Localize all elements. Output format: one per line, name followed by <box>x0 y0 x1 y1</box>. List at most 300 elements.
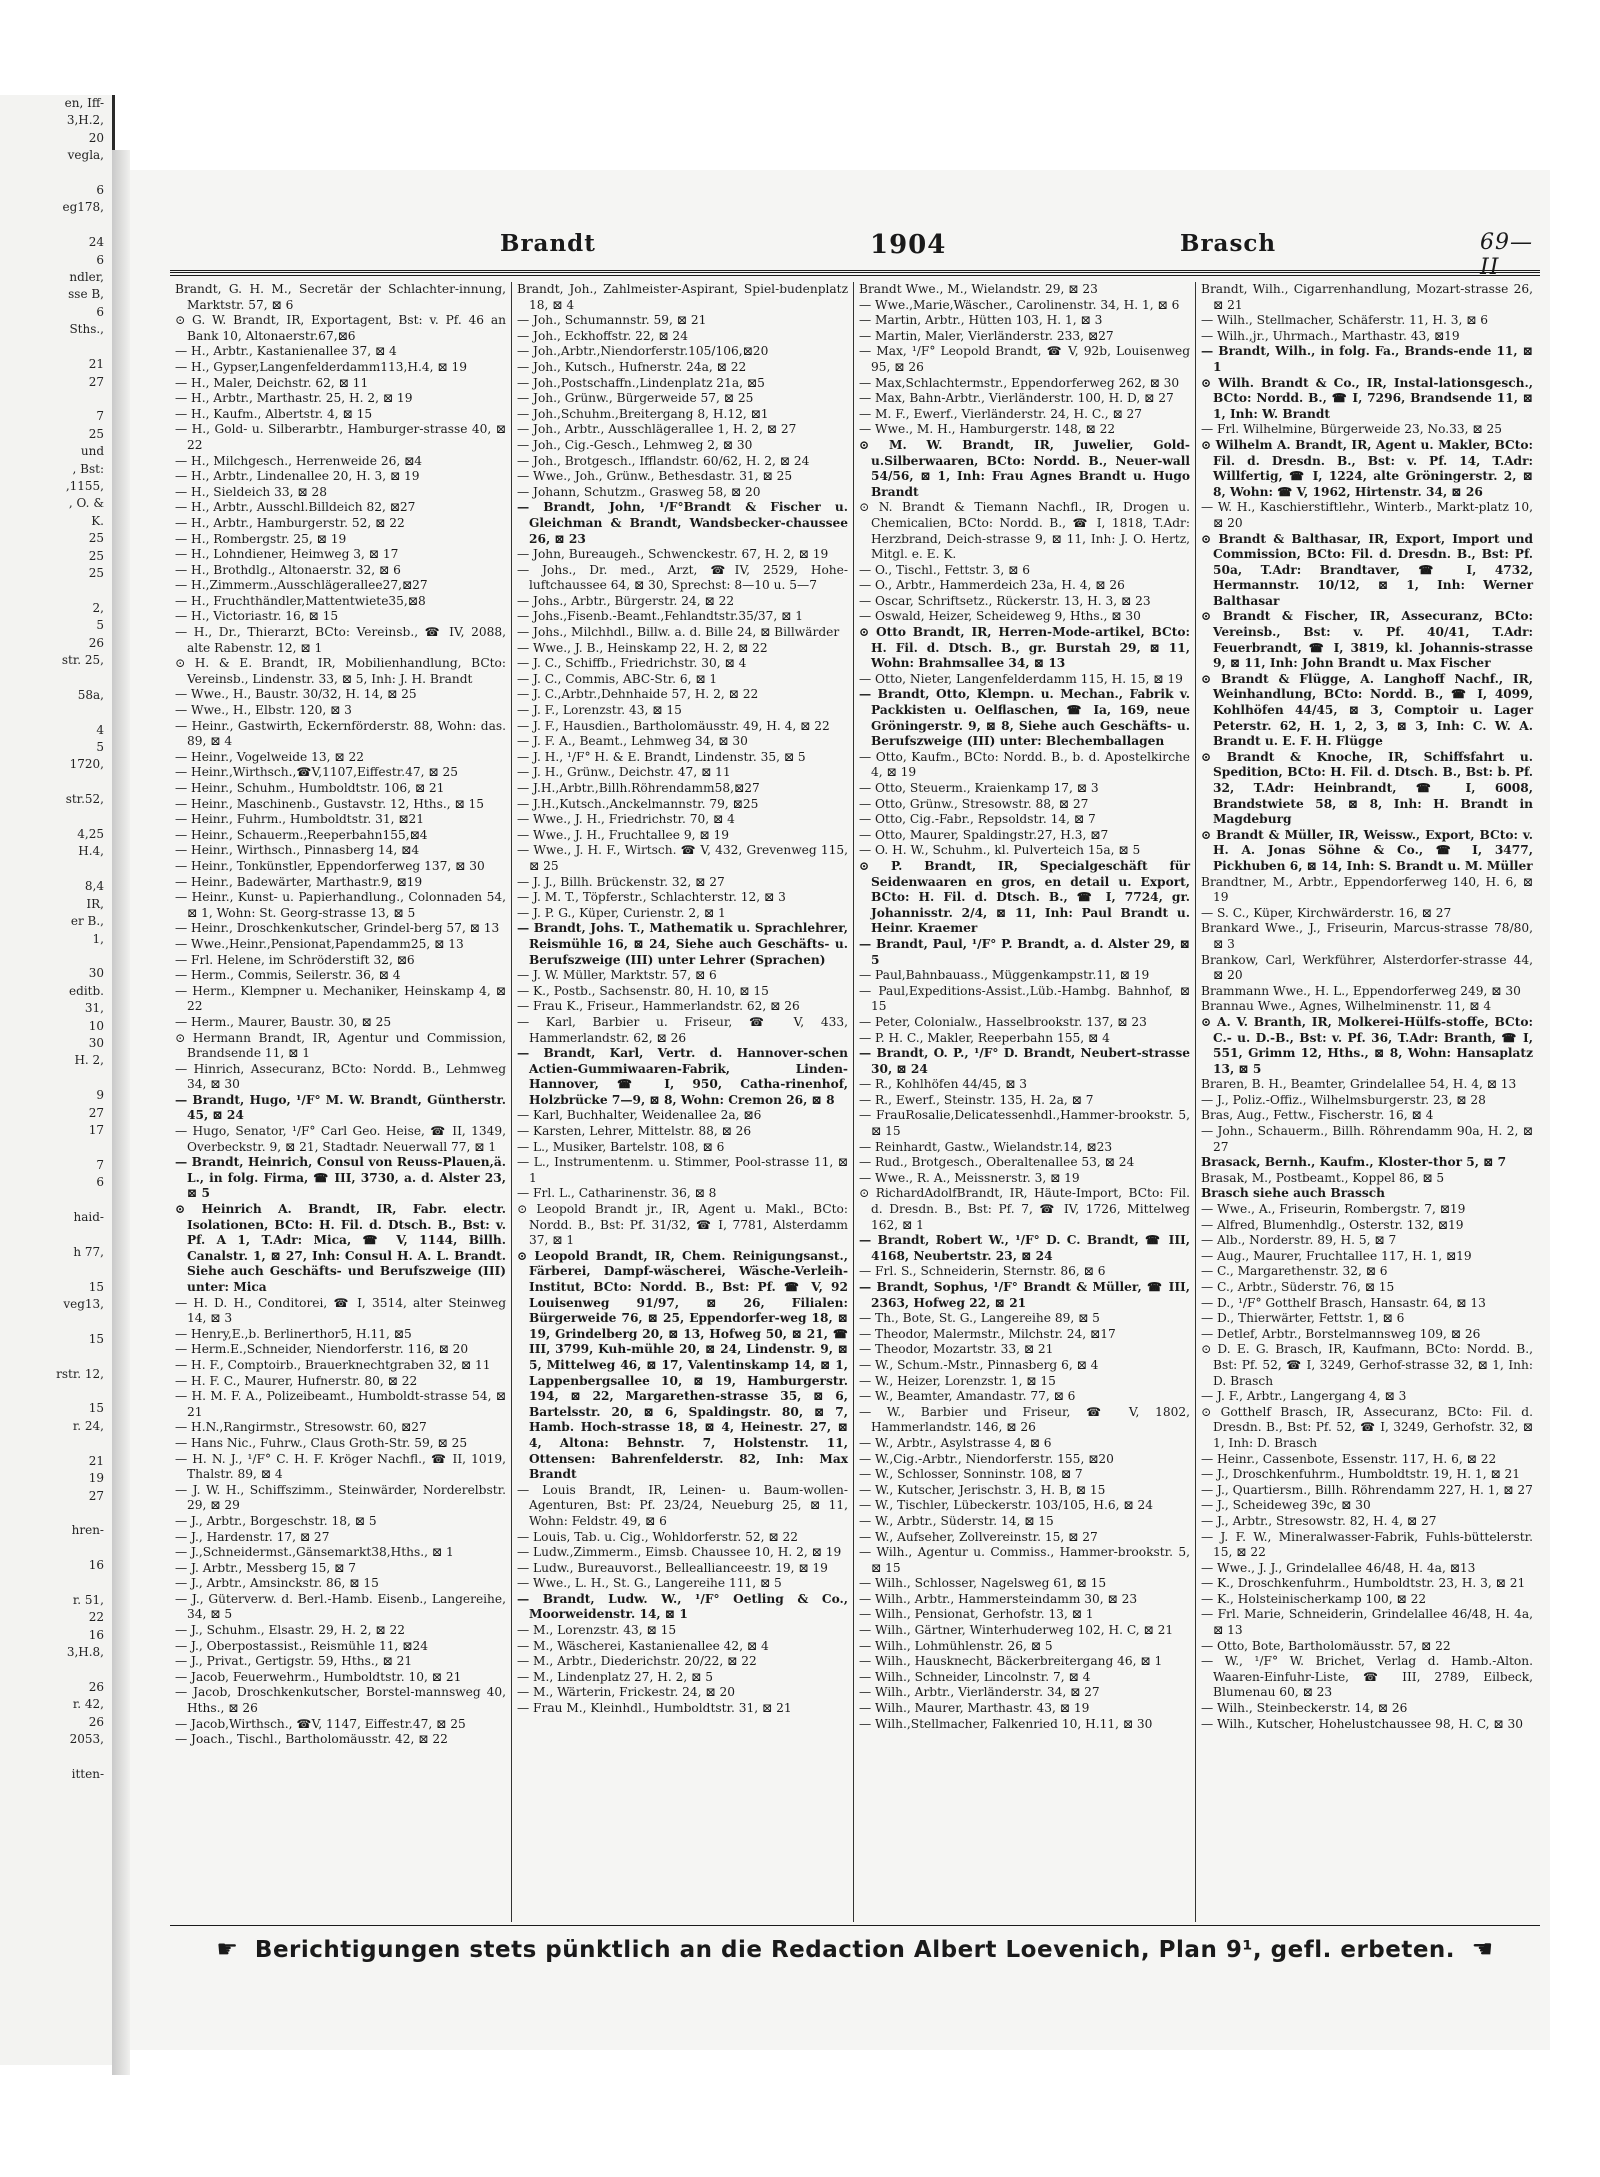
directory-entry: — Wwe., J. H., Friedrichstr. 70, ⊠ 4 <box>517 812 735 827</box>
page-number: 69—II <box>1480 230 1533 280</box>
previous-page-fragment: r. 51, <box>72 1592 104 1607</box>
directory-entry: — Johs., Milchhdl., Billw. a. d. Bille 24, ⊠ Billwärder <box>517 625 840 640</box>
directory-entry: ⊙ Brandt & Flügge, A. Langhoff Nachf., IR, Weinhandlung, BCto: Nordd. B., ☎ I, 4099, Kohlhöfen 44/45, ⊠ 3, Comptoir u. Lager Peterstr. 62, H. 1, 2, 3, ⊠ 3, Inh: C. W. A. Brandt u. E. F. H. Flügge <box>1201 671 1533 749</box>
previous-page-fragment <box>0 1192 112 1209</box>
directory-entry: — Wwe., Joh., Grünw., Bethesdastr. 31, ⊠ 25 <box>517 469 793 484</box>
directory-entry: — Herm., Klempner u. Mechaniker, Heinskamp 4, ⊠ 22 <box>175 983 506 1014</box>
previous-page-fragment: Sths., <box>69 322 104 337</box>
directory-entry: — Frl. Wilhelmine, Bürgerweide 23, No.33, ⊠ 25 <box>1201 422 1502 437</box>
directory-entry: — Frl. S., Schneiderin, Sternstr. 86, ⊠ 6 <box>859 1264 1106 1279</box>
previous-page-fragment: str.52, <box>65 792 104 807</box>
directory-entry: Brankard Wwe., J., Friseurin, Marcus-strasse 78/80, ⊠ 3 <box>1201 921 1533 951</box>
previous-page-fragment <box>0 774 112 791</box>
directory-entry: — Louis, Tab. u. Cig., Wohldorferstr. 52, ⊠ 22 <box>517 1529 799 1544</box>
previous-page-fragment <box>0 165 112 182</box>
previous-page-fragment: ndler, <box>69 270 104 285</box>
directory-entry: — H., Arbtr., Kastanienallee 37, ⊠ 4 <box>175 344 397 359</box>
previous-page-fragment: 17 <box>88 1122 104 1137</box>
directory-entry: — J. H., Grünw., Deichstr. 47, ⊠ 11 <box>517 765 731 780</box>
directory-entry: — O. H. W., Schuhm., kl. Pulverteich 15a, ⊠ 5 <box>859 843 1141 858</box>
directory-entry: — W.,Cig.-Arbtr., Niendorferstr. 155, ⊠20 <box>859 1451 1114 1466</box>
directory-entry: — Wilh., Arbtr., Hammersteindamm 30, ⊠ 23 <box>859 1591 1138 1606</box>
directory-entry: — Joh., Schumannstr. 59, ⊠ 21 <box>517 313 707 328</box>
column-2 <box>512 282 854 1922</box>
directory-entry: — Martin, Arbtr., Hütten 103, H. 1, ⊠ 3 <box>859 313 1103 328</box>
directory-entry: — J., Poliz.-Offiz., Wilhelmsburgerstr. 23, ⊠ 28 <box>1201 1092 1486 1107</box>
directory-entry: Brandt, Wilh., Cigarrenhandlung, Mozart-strasse 26, ⊠ 21 <box>1201 282 1533 312</box>
previous-page-fragment: str. 25, <box>61 653 104 667</box>
directory-entry: — Heinr., Vogelweide 13, ⊠ 22 <box>175 749 364 764</box>
directory-entry: Brandt, Joh., Zahlmeister-Aspirant, Spiel-budenplatz 18, ⊠ 4 <box>517 282 848 312</box>
directory-entry: — J. F. W., Mineralwasser-Fabrik, Fuhls-büttelerstr. 15, ⊠ 22 <box>1201 1529 1533 1560</box>
directory-entry: — J. H., ¹/F° H. & E. Brandt, Lindenstr. 35, ⊠ 5 <box>517 749 806 764</box>
directory-entry: — W., Beamter, Amandastr. 77, ⊠ 6 <box>859 1389 1076 1404</box>
directory-entry: Brankow, Carl, Werkführer, Alsterdorfer-strasse 44, ⊠ 20 <box>1201 952 1533 983</box>
directory-entry: — Wwe., L. H., St. G., Langereihe 111, ⊠ 5 <box>517 1576 782 1591</box>
directory-entry: — K., Postb., Sachsenstr. 80, H. 10, ⊠ 15 <box>517 983 769 998</box>
directory-entry: ⊙ A. V. Branth, IR, Molkerei-Hülfs-stoffe, BCto: C.- u. D.-B., Bst: v. Pf. 36, T.Adr: Branth, ☎ I, 551, Grimm 12, Hths., ⊠ 8, Wohn: Hansaplatz 13, ⊠ 5 <box>1201 1014 1533 1076</box>
directory-entry: — H., Victoriastr. 16, ⊠ 15 <box>175 609 339 624</box>
directory-entry: — Wilh., Hausknecht, Bäckerbreitergang 46, ⊠ 1 <box>859 1654 1163 1669</box>
directory-entry: — Heinr., Badewärter, Marthastr.9, ⊠19 <box>175 874 423 889</box>
directory-entry: — M., Arbtr., Diederichstr. 20/22, ⊠ 22 <box>517 1654 757 1669</box>
previous-page-fragment: 21 <box>88 357 104 372</box>
previous-page-fragment <box>0 1540 112 1557</box>
directory-entry: — Otto, Nieter, Langenfelderdamm 115, H. 15, ⊠ 19 <box>859 671 1183 686</box>
previous-page-fragment <box>0 1226 112 1243</box>
directory-entry: — J., Quartiersm., Billh. Röhrendamm 227, H. 1, ⊠ 27 <box>1201 1482 1533 1497</box>
previous-page-fragment: 5 <box>96 618 104 633</box>
directory-entry: ⊙ Hermann Brandt, IR, Agentur und Commission, Brandsende 11, ⊠ 1 <box>175 1030 506 1061</box>
directory-entry: — J., Scheideweg 39c, ⊠ 30 <box>1201 1498 1371 1513</box>
directory-entry: — Frl. L., Catharinenstr. 36, ⊠ 8 <box>517 1186 717 1201</box>
column-3 <box>854 282 1196 1922</box>
directory-entry: — J., Arbtr., Amsinckstr. 86, ⊠ 15 <box>175 1576 379 1591</box>
directory-entry: — Wwe., H., Baustr. 30/32, H. 14, ⊠ 25 <box>175 687 417 702</box>
directory-entry: Brasch siehe auch Brassch <box>1201 1186 1386 1201</box>
header-first-entry: Brandt <box>500 230 596 257</box>
previous-page-fragment <box>0 1139 112 1156</box>
previous-page-fragment <box>0 861 112 878</box>
previous-page-fragment <box>0 1261 112 1278</box>
previous-page-fragment: 24 <box>88 235 104 250</box>
previous-page-fragment: 25 <box>88 426 104 441</box>
directory-entry: — Frau M., Kleinhdl., Humboldtstr. 31, ⊠ 21 <box>517 1701 792 1716</box>
directory-entry: — H., Arbtr., Ausschl.Billdeich 82, ⊠27 <box>175 500 416 515</box>
directory-entry: — D., Thierwärter, Fettstr. 1, ⊠ 6 <box>1201 1311 1405 1326</box>
directory-entry: — S. C., Küper, Kirchwärderstr. 16, ⊠ 27 <box>1201 905 1452 920</box>
directory-entry: — Johs.,Fisenb.-Beamt.,Fehlandtstr.35/37, ⊠ 1 <box>517 609 804 624</box>
directory-entry: — Oscar, Schriftsetz., Rückerstr. 13, H. 3, ⊠ 23 <box>859 593 1151 608</box>
previous-page-fragment: 1720, <box>69 757 104 772</box>
directory-entry: — J., Privat., Gertigstr. 59, Hths., ⊠ 21 <box>175 1654 413 1669</box>
previous-page-fragment <box>0 391 112 408</box>
directory-entry: — Herm.E.,Schneider, Niendorferstr. 116, ⊠ 20 <box>175 1342 469 1357</box>
previous-page-fragment: 27 <box>88 374 104 389</box>
directory-entry: — Louis Brandt, IR, Leinen- u. Baum-wollen-Agenturen, Bst: Pf. 23/24, Neueburg 25, ⊠ 11, Wohn: Feldstr. 49, ⊠ 6 <box>517 1482 848 1528</box>
previous-page-fragment: 2053, <box>69 1732 104 1747</box>
directory-entry: ⊙ Otto Brandt, IR, Herren-Mode-artikel, BCto: H. Fil. d. Dtsch. B., gr. Burstah 29, ⊠ 11, Wohn: Brahmsallee 34, ⊠ 13 <box>859 625 1190 671</box>
directory-entry: — J.,Schneidermst.,Gänsemarkt38,Hths., ⊠ 1 <box>175 1545 454 1560</box>
previous-page-fragment: 10 <box>88 1018 104 1033</box>
directory-entry: — J., Arbtr., Stresowstr. 82, H. 4, ⊠ 27 <box>1201 1513 1437 1528</box>
directory-entry: — FrauRosalie,Delicatessenhdl.,Hammer-brookstr. 5, ⊠ 15 <box>859 1108 1190 1139</box>
directory-entry: — W., Aufseher, Zollvereinstr. 15, ⊠ 27 <box>859 1529 1098 1544</box>
directory-entry: — Wwe.,Heinr.,Pensionat,Papendamm25, ⊠ 13 <box>175 936 464 951</box>
directory-entry: — Joh.,Postschaffn.,Lindenplatz 21a, ⊠5 <box>517 375 765 390</box>
previous-page-fragment: H. 2, <box>74 1053 104 1068</box>
directory-entry: — Paul,Expeditions-Assist.,Lüb.-Hambg. Bahnhof, ⊠ 15 <box>859 983 1190 1014</box>
directory-entry: — Joh.,Schuhm.,Breitergang 8, H.12, ⊠1 <box>517 406 769 421</box>
directory-entry: — Brandt, O. P., ¹/F° D. Brandt, Neubert-strasse 30, ⊠ 24 <box>859 1046 1190 1076</box>
directory-entry: — Jacob, Droschkenkutscher, Borstel-mannsweg 40, Hths., ⊠ 26 <box>175 1685 506 1716</box>
previous-page-fragment <box>0 669 112 686</box>
directory-entry: — H. M. F. A., Polizeibeamt., Humboldt-strasse 54, ⊠ 21 <box>175 1389 506 1419</box>
directory-entry: — Brandt, Heinrich, Consul von Reuss-Plauen,ä. L., in folg. Firma, ☎ III, 3730, a. d. Alster 23, ⊠ 5 <box>175 1155 506 1201</box>
directory-entry: ⊙ Leopold Brandt jr., IR, Agent u. Makl., BCto: Nordd. B., Bst: Pf. 31/32, ☎ I, 7781, Alsterdamm 37, ⊠ 1 <box>517 1202 848 1248</box>
directory-entry: — Heinr., Tonkünstler, Eppendorferweg 137, ⊠ 30 <box>175 858 485 873</box>
directory-entry: — Joach., Tischl., Bartholomäusstr. 42, ⊠ 22 <box>175 1732 448 1747</box>
header-last-entry: Brasch <box>1180 230 1277 257</box>
directory-entry: — H., Kaufm., Albertstr. 4, ⊠ 15 <box>175 406 373 421</box>
previous-page-fragment: itten- <box>71 1767 104 1781</box>
directory-entry: — H., Fruchthändler,Mattentwiete35,⊠8 <box>175 593 426 608</box>
directory-entry: ⊙ D. E. G. Brasch, IR, Kaufmann, BCto: Nordd. B., Bst: Pf. 52, ☎ I, 3249, Gerhof-strasse 32, ⊠ 1, Inh: D. Brasch <box>1201 1342 1533 1388</box>
directory-entry: — Max, ¹/F° Leopold Brandt, ☎ V, 92b, Louisenweg 95, ⊠ 26 <box>859 344 1190 374</box>
directory-entry: — M., Wärterin, Frickestr. 24, ⊠ 20 <box>517 1685 735 1700</box>
directory-entry: — J., Schuhm., Elsastr. 29, H. 2, ⊠ 22 <box>175 1623 405 1638</box>
directory-entry: — Brandt, Hugo, ¹/F° M. W. Brandt, Güntherstr. 45, ⊠ 24 <box>175 1092 506 1123</box>
directory-entry: — Wilh.,jr., Uhrmach., Marthastr. 43, ⊠19 <box>1201 328 1460 343</box>
directory-entry: — J.H.,Arbtr.,Billh.Röhrendamm58,⊠27 <box>517 781 760 795</box>
directory-entry: — H., Gold- u. Silberarbtr., Hamburger-strasse 40, ⊠ 22 <box>175 422 506 452</box>
directory-entry: — Frau K., Friseur., Hammerlandstr. 62, ⊠ 26 <box>517 999 800 1014</box>
directory-entry: — H., Maler, Deichstr. 62, ⊠ 11 <box>175 375 369 390</box>
directory-entry: — Brandt, John, ¹/F°Brandt & Fischer u. Gleichman & Brandt, Wandsbecker-chaussee 26, ⊠ 23 <box>517 500 848 546</box>
previous-page-fragment: 27 <box>88 1105 104 1120</box>
directory-entry: — Otto, Steuerm., Kraienkamp 17, ⊠ 3 <box>859 781 1099 795</box>
directory-entry: — H., Sieldeich 33, ⊠ 28 <box>175 484 327 499</box>
directory-entry: — Joh., Arbtr., Ausschlägerallee 1, H. 2, ⊠ 27 <box>517 422 797 437</box>
previous-page-fragment: , Bst: <box>72 461 104 476</box>
directory-entry: — Brandt, Ludw. W., ¹/F° Oetling & Co., Moorweidenstr. 14, ⊠ 1 <box>517 1591 848 1622</box>
directory-entry: — Alb., Norderstr. 89, H. 5, ⊠ 7 <box>1201 1233 1397 1248</box>
book-gutter <box>112 150 130 2075</box>
directory-entry: — Brandt, Otto, Klempn. u. Mechan., Fabrik v. Packkisten u. Oelflaschen, ☎ Ia, 169, neue Gröningerstr. 9, ⊠ 8, Siehe auch Geschäfts- u. Berufszweige (III) unter: Blechemballagen <box>859 687 1190 749</box>
directory-entry: — Karsten, Lehrer, Mittelstr. 88, ⊠ 26 <box>517 1124 752 1139</box>
directory-entry: — Wilh., Schneider, Lincolnstr. 7, ⊠ 4 <box>859 1669 1091 1684</box>
directory-entry: — H., Gypser,Langenfelderdamm113,H.4, ⊠ 19 <box>175 359 468 374</box>
directory-entry: — John., Schauerm., Billh. Röhrendamm 90a, H. 2, ⊠ 27 <box>1201 1124 1533 1154</box>
directory-entry: — J. M. T., Töpferstr., Schlachterstr. 12, ⊠ 3 <box>517 890 786 905</box>
previous-page-fragment: 7 <box>96 1157 104 1172</box>
previous-page-fragment: 31, <box>84 1001 104 1016</box>
directory-entry: — Otto, Bote, Bartholomäusstr. 57, ⊠ 22 <box>1201 1638 1451 1653</box>
directory-entry: — J., Güterverw. d. Berl.-Hamb. Eisenb., Langereihe, 34, ⊠ 5 <box>175 1591 506 1622</box>
directory-entry: — Theodor, Malermstr., Milchstr. 24, ⊠17 <box>859 1326 1116 1341</box>
directory-entry: — H., Arbtr., Marthastr. 25, H. 2, ⊠ 19 <box>175 391 413 406</box>
directory-entry: — Joh., Eckhoffstr. 22, ⊠ 24 <box>517 328 688 343</box>
directory-entry: — Wwe., A., Friseurin, Rombergstr. 7, ⊠19 <box>1201 1202 1466 1217</box>
previous-page-fragment <box>0 1313 112 1330</box>
directory-entry: — Ludw., Bureauvorst., Belleallianceestr. 19, ⊠ 19 <box>517 1560 828 1575</box>
previous-page-fragment: 25 <box>88 565 104 580</box>
previous-page-fragment <box>0 339 112 356</box>
directory-entry: — Wwe., J. J., Grindelallee 46/48, H. 4a, ⊠13 <box>1201 1560 1476 1575</box>
directory-entry: — H., Dr., Thierarzt, BCto: Vereinsb., ☎ IV, 2088, alte Rabenstr. 12, ⊠ 1 <box>175 625 506 655</box>
directory-entry: Brasak, M., Postbeamt., Koppel 86, ⊠ 5 <box>1201 1170 1445 1185</box>
directory-entry: — Brandt, Sophus, ¹/F° Brandt & Müller, ☎ III, 2363, Hofweg 22, ⊠ 21 <box>859 1280 1190 1310</box>
directory-entry: ⊙ Wilhelm A. Brandt, IR, Agent u. Makler, BCto: Fil. d. Dresdn. B., Bst: v. Pf. 14, T.Adr: Willfertig, ☎ I, 1224, alte Gröningerstr. 2, ⊠ 8, Wohn: ☎ V, 1962, Hirtenstr. 34, ⊠ 26 <box>1201 437 1533 499</box>
footer-notice <box>170 1935 1540 1975</box>
directory-entry: — Otto, Kaufm., BCto: Nordd. B., b. d. Apostelkirche 4, ⊠ 19 <box>859 749 1190 780</box>
directory-entry: — Hinrich, Assecuranz, BCto: Nordd. B., Lehmweg 34, ⊠ 30 <box>175 1061 506 1092</box>
previous-page-fragment: 25 <box>88 548 104 563</box>
directory-entry: — D., ¹/F° Gotthelf Brasch, Hansastr. 64, ⊠ 13 <box>1201 1295 1486 1310</box>
directory-entry: Braren, B. H., Beamter, Grindelallee 54, H. 4, ⊠ 13 <box>1201 1077 1517 1092</box>
directory-entry: ⊙ G. W. Brandt, IR, Exportagent, Bst: v. Pf. 46 an Bank 10, Altonaerstr.67,⊠6 <box>175 313 506 343</box>
directory-entry: — Brandt, Paul, ¹/F° P. Brandt, a. d. Alster 29, ⊠ 5 <box>859 936 1190 967</box>
directory-entry: — J. F., Arbtr., Langergang 4, ⊠ 3 <box>1201 1389 1407 1404</box>
previous-page-fragment: 58a, <box>77 687 104 702</box>
directory-entry: — Wilh., Pensionat, Gerhofstr. 13, ⊠ 1 <box>859 1607 1094 1622</box>
directory-entry: — Reinhardt, Gastw., Wielandstr.14, ⊠23 <box>859 1139 1113 1154</box>
directory-entry: — Ludw.,Zimmerm., Eimsb. Chaussee 10, H. 2, ⊠ 19 <box>517 1545 842 1560</box>
previous-page-fragment <box>0 704 112 721</box>
directory-entry: — Aug., Maurer, Fruchtallee 117, H. 1, ⊠19 <box>1201 1248 1472 1263</box>
directory-entry: — Max,Schlachtermstr., Eppendorferweg 262, ⊠ 30 <box>859 375 1180 390</box>
directory-entry: — M. F., Ewerf., Vierländerstr. 24, H. C., ⊠ 27 <box>859 406 1143 421</box>
directory-entry: — H., Arbtr., Hamburgerstr. 52, ⊠ 22 <box>175 515 405 530</box>
directory-entry: — C., Margarethenstr. 32, ⊠ 6 <box>1201 1264 1388 1279</box>
previous-page-fragment: 20 <box>88 130 104 145</box>
column-1 <box>170 282 512 1922</box>
directory-entry: ⊙ Brandt & Knoche, IR, Schiffsfahrt u. Spedition, BCto: H. Fil. d. Dtsch. B., Bst: b. Pf. 32, T.Adr: Heinbrandt, ☎ I, 6008, Brandstwiete 58, ⊠ 8, Inh: H. Brandt in Magdeburg <box>1201 749 1533 827</box>
directory-entry: — R., Kohlhöfen 44/45, ⊠ 3 <box>859 1077 1028 1092</box>
directory-entry: — Heinr., Kunst- u. Papierhandlung., Colonnaden 54, ⊠ 1, Wohn: St. Georg-strasse 13, ⊠ 5 <box>175 890 506 920</box>
directory-entry: — J. F., Hausdien., Bartholomäusstr. 49, H. 4, ⊠ 22 <box>517 718 830 733</box>
previous-page-fragment: 4,25 <box>77 827 104 842</box>
directory-entry: — H. D. H., Conditorei, ☎ I, 3514, alter Steinweg 14, ⊠ 3 <box>175 1295 506 1326</box>
previous-page-fragment <box>0 948 112 965</box>
directory-entry: — Jacob, Feuerwehrm., Humboldtstr. 10, ⊠ 21 <box>175 1669 462 1684</box>
directory-entry: — W., Tischler, Lübeckerstr. 103/105, H.6, ⊠ 24 <box>859 1498 1153 1513</box>
previous-page-fragment <box>0 1749 112 1766</box>
previous-page-fragment: er B., <box>70 914 104 929</box>
directory-entry: — Wilh., Maurer, Marthastr. 43, ⊠ 19 <box>859 1701 1090 1716</box>
directory-entry: — Alfred, Blumenhdlg., Osterstr. 132, ⊠19 <box>1201 1217 1464 1232</box>
directory-entry: ⊙ Brandt & Fischer, IR, Assecuranz, BCto: Vereinsb., Bst: v. Pf. 40/41, T.Adr: Feuerbrandt, ☎ I, 3819, kl. Johannis-strasse 9, ⊠ 11, Inh: John Brandt u. Max Fischer <box>1201 609 1533 671</box>
pointing-hand-left-icon: ☚ <box>1471 1935 1494 1963</box>
previous-page-fragment: 6 <box>96 304 104 319</box>
directory-entry: — Frl. Marie, Schneiderin, Grindelallee 46/48, H. 4a, ⊠ 13 <box>1201 1607 1533 1638</box>
header-year: 1904 <box>870 230 947 260</box>
directory-entry: — Otto, Maurer, Spaldingstr.27, H.3, ⊠7 <box>859 827 1109 842</box>
directory-entry: — R., Ewerf., Steinstr. 135, H. 2a, ⊠ 7 <box>859 1092 1094 1107</box>
directory-entry: — Wwe., R. A., Meissnerstr. 3, ⊠ 19 <box>859 1170 1080 1185</box>
directory-entry: — W., Arbtr., Süderstr. 14, ⊠ 15 <box>859 1513 1054 1528</box>
directory-entry: — Heinr., Droschkenkutscher, Grindel-berg 57, ⊠ 13 <box>175 921 500 936</box>
previous-page-fragment: ,1155, <box>65 478 104 493</box>
directory-entry: Brandtner, M., Arbtr., Eppendorferweg 140, H. 6, ⊠ 19 <box>1201 874 1533 905</box>
directory-entry: Brannau Wwe., Agnes, Wilhelminenstr. 11, ⊠ 4 <box>1201 999 1492 1014</box>
directory-entry: ⊙ H. & E. Brandt, IR, Mobilienhandlung, BCto: Vereinsb., Lindenstr. 33, ⊠ 5, Inh: J. H. Brandt <box>175 656 506 686</box>
previous-page-fragment: H.4, <box>78 844 104 859</box>
directory-entry: — O., Tischl., Fettstr. 3, ⊠ 6 <box>859 562 1030 577</box>
directory-entry: — H. N. J., ¹/F° C. H. F. Kröger Nachfl., ☎ II, 1019, Thalstr. 89, ⊠ 4 <box>175 1451 506 1482</box>
previous-page-fragment: 27 <box>88 1488 104 1503</box>
directory-entry: — Wilh.,Stellmacher, Falkenried 10, H.11, ⊠ 30 <box>859 1716 1153 1731</box>
directory-entry: ⊙ Brandt & Balthasar, IR, Export, Import und Commission, BCto: Fil. d. Dresdn. B., Bst: Pf. 50a, T.Adr: Brandtaver, ☎ I, 4732, Hermannstr. 10/12, ⊠ 1, Inh: Werner Balthasar <box>1201 531 1533 608</box>
previous-page-fragment: haid- <box>73 1210 104 1224</box>
directory-entry: — J. W. H., Schiffszimm., Steinwärder, Norderelbstr. 29, ⊠ 29 <box>175 1482 506 1513</box>
directory-entry: — Brandt, Wilh., in folg. Fa., Brands-ende 11, ⊠ 1 <box>1201 344 1533 374</box>
previous-page-fragment: 22 <box>88 1610 104 1625</box>
previous-page-fragment <box>0 582 112 599</box>
previous-page-fragment: IR, <box>86 896 104 911</box>
directory-entry: — H. F., Comptoirb., Brauerknechtgraben 32, ⊠ 11 <box>175 1357 491 1372</box>
previous-page-fragment: 2, <box>92 600 104 615</box>
directory-entry: — Joh.,Arbtr.,Niendorferstr.105/106,⊠20 <box>517 344 769 359</box>
directory-entry: — J.H.,Kutsch.,Anckelmannstr. 79, ⊠25 <box>517 796 759 811</box>
previous-page-fragment: rstr. 12, <box>56 1366 104 1381</box>
directory-entry: — Joh., Brotgesch., Ifflandstr. 60/62, H. 2, ⊠ 24 <box>517 453 810 468</box>
directory-entry: — J. C., Commis, ABC-Str. 6, ⊠ 1 <box>517 671 718 686</box>
directory-entry: — H., Lohndiener, Heimweg 3, ⊠ 17 <box>175 547 399 562</box>
previous-page-fragment: 21 <box>88 1453 104 1468</box>
previous-page-fragment: 26 <box>88 1679 104 1694</box>
directory-entry: — W., Schlosser, Sonninstr. 108, ⊠ 7 <box>859 1467 1083 1482</box>
previous-page-fragment: r. 24, <box>72 1418 104 1433</box>
directory-entry: — Heinr.,Wirthsch.,☎V,1107,Eiffestr.47, ⊠ 25 <box>175 765 458 780</box>
directory-entry: ⊙ N. Brandt & Tiemann Nachfl., IR, Drogen u. Chemicalien, BCto: Nordd. B., ☎ I, 1818, T.Adr: Herzbrand, Deich-strasse 9, ⊠ 11, Inh: J. O. Hertz, Mitgl. e. E. K. <box>859 500 1190 562</box>
previous-page-fragment <box>0 217 112 234</box>
previous-page-fragment: 16 <box>88 1627 104 1642</box>
directory-entry: — J. F., Lorenzstr. 43, ⊠ 15 <box>517 703 682 718</box>
directory-entry: Bras, Aug., Fettw., Fischerstr. 16, ⊠ 4 <box>1201 1108 1434 1123</box>
directory-entry: — Wilh., Steinbeckerstr. 14, ⊠ 26 <box>1201 1701 1408 1716</box>
directory-entry: — Martin, Maler, Vierländerstr. 233, ⊠27 <box>859 328 1114 343</box>
directory-entry: Brandt Wwe., M., Wielandstr. 29, ⊠ 23 <box>859 282 1098 296</box>
directory-entry: — J., Hardenstr. 17, ⊠ 27 <box>175 1529 330 1544</box>
directory-entry: — K., Holsteinischerkamp 100, ⊠ 22 <box>1201 1591 1427 1606</box>
directory-page <box>130 170 1550 2050</box>
directory-entry: — Otto, Cig.-Fabr., Repsoldstr. 14, ⊠ 7 <box>859 812 1096 827</box>
directory-entry: — H.,Zimmerm.,Ausschlägerallee27,⊠27 <box>175 578 428 593</box>
directory-entry: — Henry,E.,b. Berlinerthor5, H.11, ⊠5 <box>175 1326 412 1341</box>
previous-page-fragment <box>0 1575 112 1592</box>
directory-entry: — W. H., Kaschierstiftlehr., Winterb., Markt-platz 10, ⊠ 20 <box>1201 500 1533 530</box>
directory-entry: — W., Kutscher, Jerischstr. 3, H. B, ⊠ 15 <box>859 1482 1106 1497</box>
directory-entry: — Jacob,Wirthsch., ☎V, 1147, Eiffestr.47, ⊠ 25 <box>175 1716 466 1731</box>
directory-entry: — H., Milchgesch., Herrenweide 26, ⊠4 <box>175 453 423 468</box>
previous-page-fragment: 9 <box>96 1088 104 1103</box>
directory-entry: — Brandt, Robert W., ¹/F° D. C. Brandt, ☎ III, 4168, Neubertstr. 23, ⊠ 24 <box>859 1233 1190 1263</box>
previous-page-fragment: 6 <box>96 252 104 267</box>
previous-page-fragment: 30 <box>88 1035 104 1050</box>
directory-entry: — Joh., Grünw., Bürgerweide 57, ⊠ 25 <box>517 391 754 406</box>
directory-entry: — H., Arbtr., Lindenallee 20, H. 3, ⊠ 19 <box>175 469 420 484</box>
directory-entry: — J. C., Schiffb., Friedrichstr. 30, ⊠ 4 <box>517 656 747 671</box>
directory-entry: — W., ¹/F° W. Brichet, Verlag d. Hamb.-Alton. Waaren-Einfuhr-Liste, ☎ III, 2789, Eilbeck, Blumenau 60, ⊠ 23 <box>1201 1654 1533 1700</box>
previous-page-fragment: 5 <box>96 740 104 755</box>
previous-page-fragment: hren- <box>71 1523 104 1538</box>
directory-entry: — Frl. Helene, im Schröderstift 32, ⊠6 <box>175 952 415 967</box>
directory-entry: — W., Arbtr., Asylstrasse 4, ⊠ 6 <box>859 1435 1052 1450</box>
previous-page-fragment: 15 <box>88 1401 104 1416</box>
previous-page-edge <box>0 95 115 2065</box>
footer-text: Berichtigungen stets pünktlich an die Redaction Albert Loevenich, Plan 9¹, gefl. erbeten. <box>254 1937 1456 1963</box>
directory-entry: — W., Barbier und Friseur, ☎ V, 1802, Hammerlandstr. 146, ⊠ 26 <box>859 1404 1190 1435</box>
directory-entry: — M., Lindenplatz 27, H. 2, ⊠ 5 <box>517 1669 713 1684</box>
directory-entry: — Wilh., Kutscher, Hohelustchaussee 98, H. C, ⊠ 30 <box>1201 1716 1523 1731</box>
previous-page-fragment: 3,H.8, <box>66 1645 104 1660</box>
directory-entry: — Wilh., Lohmühlenstr. 26, ⊠ 5 <box>859 1638 1053 1653</box>
directory-entry: — Paul,Bahnbauass., Müggenkampstr.11, ⊠ 19 <box>859 968 1150 983</box>
directory-entry: — Wwe., H., Elbstr. 120, ⊠ 3 <box>175 703 352 718</box>
directory-entry: — Wwe., J. B., Heinskamp 22, H. 2, ⊠ 22 <box>517 640 768 655</box>
directory-entry: — Johann, Schutzm., Grasweg 58, ⊠ 20 <box>517 484 761 499</box>
directory-entry: ⊙ Brandt & Müller, IR, Weissw., Export, BCto: v. H. A. Jonas Söhne & Co., ☎ I, 3477, Pickhuben 6, ⊠ 14, Inh: S. Brandt u. M. Müller <box>1201 827 1533 873</box>
previous-page-fragment <box>0 1505 112 1522</box>
directory-entry: — K., Droschkenfuhrm., Humboldtstr. 23, H. 3, ⊠ 21 <box>1201 1576 1526 1591</box>
directory-entry: — Herm., Maurer, Baustr. 30, ⊠ 25 <box>175 1014 392 1029</box>
directory-entry: — Heinr., Schuhm., Humboldtstr. 106, ⊠ 21 <box>175 781 445 795</box>
previous-page-fragment: 8,4 <box>84 879 104 894</box>
directory-entry: — Oswald, Heizer, Scheideweg 9, Hths., ⊠ 30 <box>859 609 1141 624</box>
directory-entry: ⊙ M. W. Brandt, IR, Juwelier, Gold-u.Silberwaaren, BCto: Nordd. B., Neuer-wall 54/56, ⊠ 1, Inh: Frau Agnes Brandt u. Hugo Brandt <box>859 437 1190 499</box>
directory-entry: — Otto, Grünw., Stresowstr. 88, ⊠ 27 <box>859 796 1089 811</box>
directory-entry: — Heinr., Fuhrm., Humboldtstr. 31, ⊠21 <box>175 812 425 827</box>
previous-page-fragment <box>0 1783 112 1800</box>
directory-entry: — W., Schum.-Mstr., Pinnasberg 6, ⊠ 4 <box>859 1357 1099 1372</box>
previous-page-fragment <box>0 1383 112 1400</box>
directory-entry: — Wwe., M. H., Hamburgerstr. 148, ⊠ 22 <box>859 422 1116 437</box>
previous-page-fragment: 1, <box>92 931 104 946</box>
directory-entry: — Wilh., Schlosser, Nagelsweg 61, ⊠ 15 <box>859 1576 1107 1591</box>
directory-entry: — Joh., Cig.-Gesch., Lehmweg 2, ⊠ 30 <box>517 437 753 452</box>
directory-entry: — J. W. Müller, Marktstr. 57, ⊠ 6 <box>517 968 717 983</box>
previous-page-fragment <box>0 1435 112 1452</box>
previous-page-fragment: 25 <box>88 531 104 546</box>
directory-entry: — Karl, Barbier u. Friseur, ☎ V, 433, Hammerlandstr. 62, ⊠ 26 <box>517 1014 848 1045</box>
directory-entry: — Heinr., Cassenbote, Essenstr. 117, H. 6, ⊠ 22 <box>1201 1451 1497 1466</box>
directory-entry: — J., Oberpostassist., Reismühle 11, ⊠24 <box>175 1638 428 1653</box>
directory-entry: — Karl, Buchhalter, Weidenallee 2a, ⊠6 <box>517 1108 762 1123</box>
directory-entry: ⊙ Heinrich A. Brandt, IR, Fabr. electr. Isolationen, BCto: H. Fil. d. Dtsch. B., Bst: v. Pf. A 1, T.Adr: Mica, ☎ V, 1144, Billh. Canalstr. 1, ⊠ 27, Inh: Consul H. A. L. Brandt. Siehe auch Geschäfts- und Berufszweige (III) unter: Mica <box>175 1202 506 1294</box>
previous-page-fragment: 26 <box>88 1714 104 1729</box>
previous-page-fragment: 15 <box>88 1279 104 1294</box>
directory-entry: ⊙ Wilh. Brandt & Co., IR, Instal-lationsgesch., BCto: Nordd. B., ☎ I, 7296, Brandsende 11, ⊠ 1, Inh: W. Brandt <box>1201 375 1533 421</box>
previous-page-fragment: 7 <box>96 409 104 424</box>
directory-entry: Brandt, G. H. M., Secretär der Schlachter-innung, Marktstr. 57, ⊠ 6 <box>175 282 506 312</box>
directory-entry: — P. H. C., Makler, Reeperbahn 155, ⊠ 4 <box>859 1030 1110 1045</box>
directory-entry: — Hans Nic., Fuhrw., Claus Groth-Str. 59, ⊠ 25 <box>175 1435 468 1450</box>
previous-page-fragment: 30 <box>88 966 104 981</box>
pointing-hand-right-icon: ☛ <box>216 1935 239 1963</box>
column-4 <box>1196 282 1538 1922</box>
directory-entry: — H.N.,Rangirmstr., Stresowstr. 60, ⊠27 <box>175 1420 427 1435</box>
previous-page-fragment: 6 <box>96 1175 104 1190</box>
previous-page-fragment: sse B, <box>68 287 104 302</box>
previous-page-fragment <box>0 809 112 826</box>
directory-entry: — Wwe., J. H. F., Wirtsch. ☎ V, 432, Grevenweg 115, ⊠ 25 <box>517 843 848 873</box>
previous-page-fragment: veg13, <box>63 1297 104 1312</box>
directory-entry: — Wilh., Stellmacher, Schäferstr. 11, H. 3, ⊠ 6 <box>1201 313 1489 328</box>
directory-entry: — L., Musiker, Bartelstr. 108, ⊠ 6 <box>517 1139 725 1154</box>
directory-entry: — W., Heizer, Lorenzstr. 1, ⊠ 15 <box>859 1373 1056 1388</box>
directory-entry: — Rud., Brotgesch., Oberaltenallee 53, ⊠ 24 <box>859 1155 1135 1170</box>
